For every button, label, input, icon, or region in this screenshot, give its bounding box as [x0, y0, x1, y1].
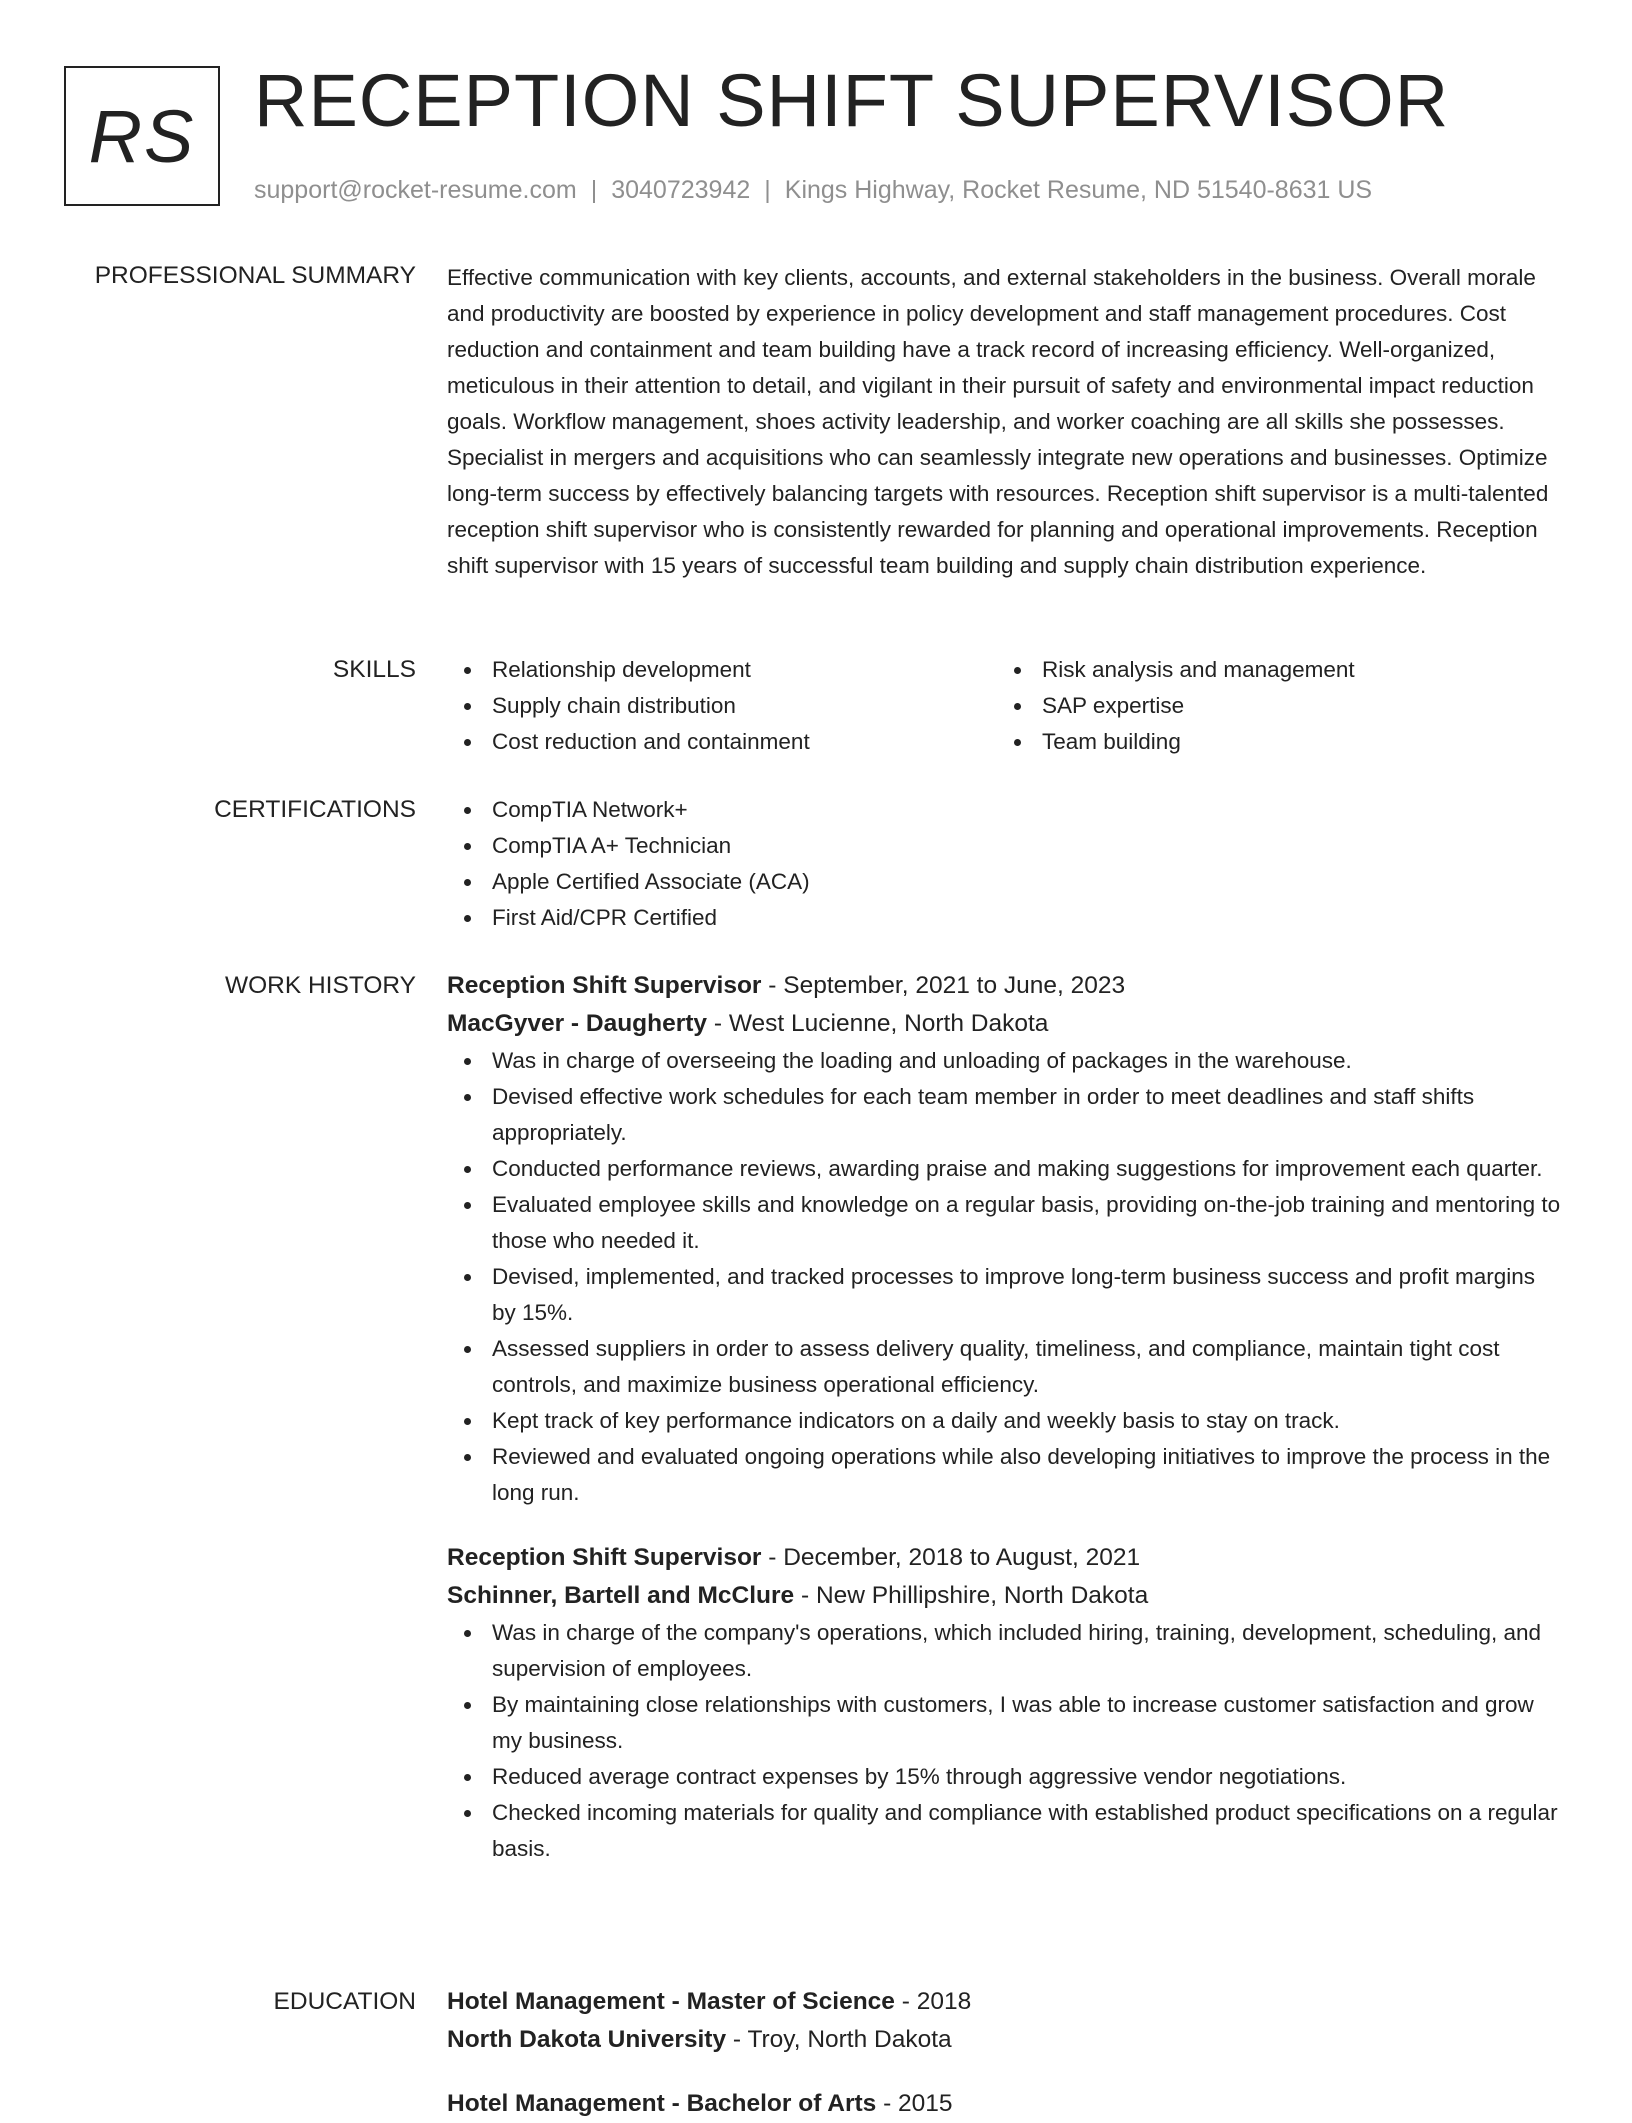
job-company: MacGyver - Daugherty [447, 1010, 708, 1037]
monogram-badge [64, 66, 220, 206]
certification-item: CompTIA A+ Technician [447, 828, 1567, 864]
job-duties-list [447, 1043, 1562, 1511]
contact-email[interactable]: support@rocket-resume.com [254, 176, 577, 204]
skills-body [447, 652, 1567, 760]
education-school: North Dakota University [447, 2026, 727, 2053]
job-duty: Devised, implemented, and tracked processes to improve long-term business success and profit margins by 15%. [447, 1259, 1562, 1331]
contact-separator: | [590, 176, 598, 204]
skill-item: Relationship development [447, 652, 997, 688]
certification-item: First Aid/CPR Certified [447, 900, 1567, 936]
job-duty: Was in charge of the company's operations, which included hiring, training, development, scheduling, and supervision of employees. [447, 1615, 1562, 1687]
job-title: Reception Shift Supervisor [447, 972, 762, 999]
certification-item: CompTIA Network+ [447, 792, 1567, 828]
work-history-heading: WORK HISTORY [224, 972, 416, 999]
job-duty: Kept track of key performance indicators on a daily and weekly basis to stay on track. [447, 1403, 1562, 1439]
certification-item: Apple Certified Associate (ACA) [447, 864, 1567, 900]
job-title-line [447, 1539, 1562, 1577]
contact-address: Kings Highway, Rocket Resume, ND 51540-8631 US [784, 176, 1373, 204]
job-dates: - September, 2021 to June, 2023 [761, 972, 1126, 999]
contact-line [254, 174, 1372, 206]
education-degree: Hotel Management - Bachelor of Arts [447, 2090, 877, 2117]
skill-item: Risk analysis and management [997, 652, 1547, 688]
skill-item: Cost reduction and containment [447, 724, 997, 760]
summary-text: Effective communication with key clients, accounts, and external stakeholders in the business. Overall morale and productivity are boosted by experience in policy development and staff management procedures. Cost reduction and containment and team building have a track record of increasing efficiency. Well-organized, meticulous in their attention to detail, and vigilant in their pursuit of safety and environmental impact reduction goals. Workflow management, shoes activity leadership, and worker coaching are all skills she possesses. Specialist in mergers and acquisitions who can seamlessly integrate new operations and businesses. Optimize long-term success by effectively balancing targets with resources. Reception shift supervisor is a multi-talented reception shift supervisor who is consistently rewarded for planning and operational improvements. Reception shift supervisor with 15 years of successful team building and supply chain distribution experience. [447, 265, 1549, 578]
contact-phone[interactable]: 3040723942 [611, 176, 751, 204]
education-heading: EDUCATION [273, 1988, 416, 2015]
job-location: - New Phillipshire, North Dakota [794, 1582, 1149, 1609]
job-dates: - December, 2018 to August, 2021 [761, 1544, 1141, 1571]
job-title: Reception Shift Supervisor [447, 1544, 762, 1571]
skill-item: SAP expertise [997, 688, 1547, 724]
contact-separator: | [764, 176, 771, 204]
summary-body [447, 260, 1557, 584]
job-duty: Checked incoming materials for quality and compliance with established product specifications on a regular basis. [447, 1795, 1562, 1867]
education-year: - 2015 [876, 2090, 953, 2117]
job-duties-list [447, 1615, 1562, 1867]
education-year: - 2018 [894, 1988, 972, 2015]
job-entry [447, 1539, 1562, 1867]
education-degree: Hotel Management - Master of Science [447, 1988, 895, 2015]
job-duty: Was in charge of overseeing the loading and unloading of packages in the warehouse. [447, 1043, 1562, 1079]
job-duty: Reviewed and evaluated ongoing operations while also developing initiatives to improve the process in the long run. [447, 1439, 1562, 1511]
skills-list [447, 652, 1567, 760]
skills-heading: SKILLS [332, 656, 416, 683]
summary-heading: PROFESSIONAL SUMMARY [94, 262, 416, 289]
education-location: - Troy, North Dakota [726, 2026, 952, 2053]
job-duty: Reduced average contract expenses by 15% through aggressive vendor negotiations. [447, 1759, 1562, 1795]
job-entry [447, 967, 1562, 1511]
job-location: - West Lucienne, North Dakota [707, 1010, 1049, 1037]
education-school-line [447, 2021, 1567, 2059]
certifications-list [447, 792, 1567, 936]
skill-item: Supply chain distribution [447, 688, 997, 724]
job-duty: By maintaining close relationships with customers, I was able to increase customer satisfaction and grow my business. [447, 1687, 1562, 1759]
education-degree-line [447, 1983, 1567, 2021]
monogram-initials: RS [88, 94, 196, 178]
job-company-line [447, 1005, 1562, 1043]
job-duty: Devised effective work schedules for each team member in order to meet deadlines and staff shifts appropriately. [447, 1079, 1562, 1151]
certifications-heading: CERTIFICATIONS [214, 796, 416, 823]
job-duty: Evaluated employee skills and knowledge on a regular basis, providing on-the-job training and mentoring to those who needed it. [447, 1187, 1562, 1259]
job-company-line [447, 1577, 1562, 1615]
job-duty: Conducted performance reviews, awarding praise and making suggestions for improvement each quarter. [447, 1151, 1562, 1187]
education-degree-line [447, 2085, 1567, 2123]
job-title-line [447, 967, 1562, 1005]
job-company: Schinner, Bartell and McClure [447, 1582, 795, 1609]
resume-name: RECEPTION SHIFT SUPERVISOR [254, 59, 1450, 142]
skill-item: Team building [997, 724, 1547, 760]
certifications-body [447, 792, 1567, 936]
education-body [447, 1983, 1567, 2123]
work-history-body [447, 967, 1562, 1867]
job-duty: Assessed suppliers in order to assess delivery quality, timeliness, and compliance, maintain tight cost controls, and maximize business operational efficiency. [447, 1331, 1562, 1403]
